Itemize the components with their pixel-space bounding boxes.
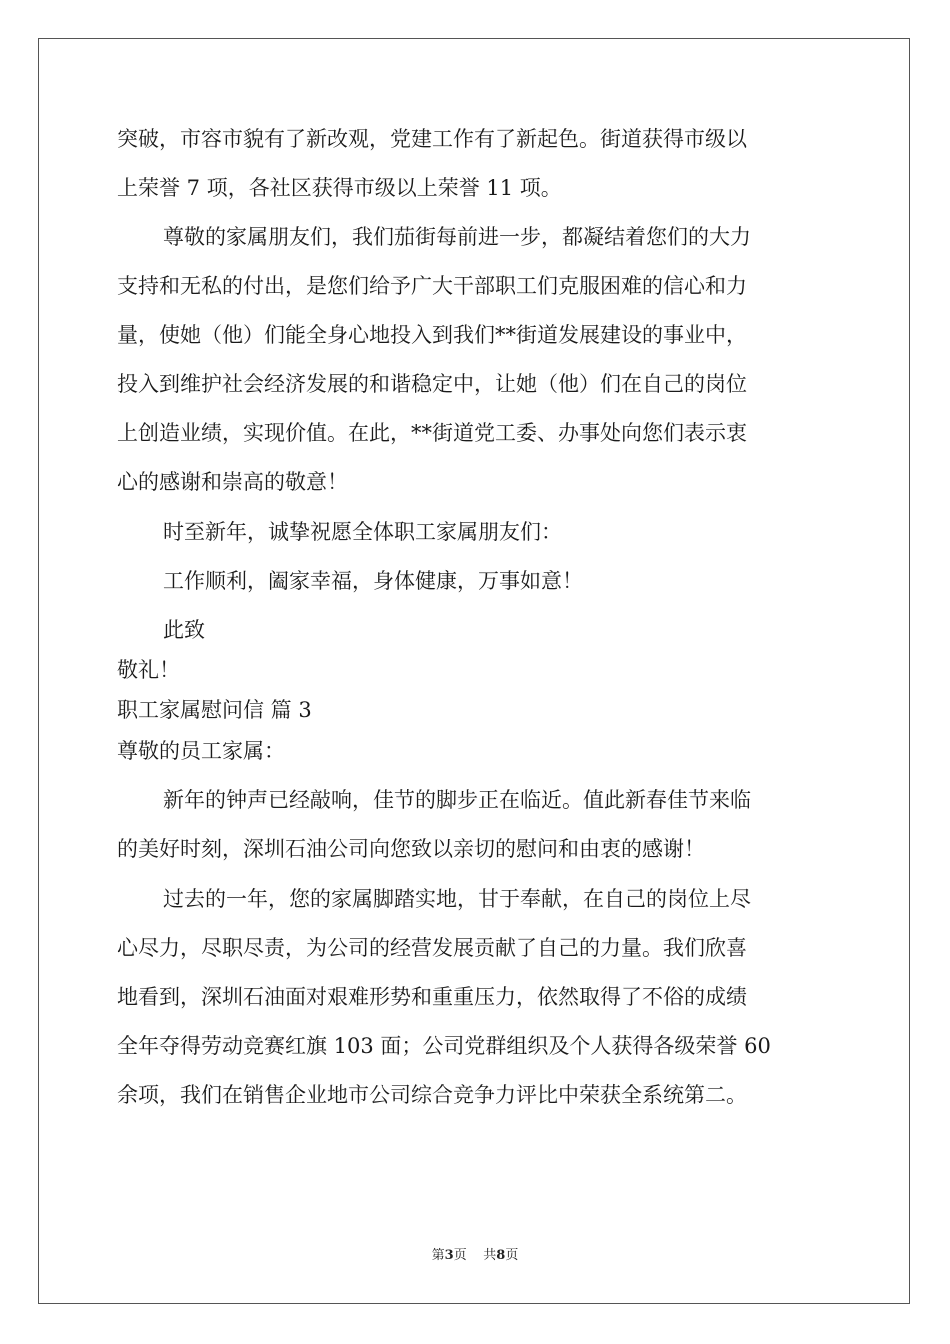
page-number: 3 <box>444 1248 454 1263</box>
body-line: 突破，市容市貌有了新改观，党建工作有了新起色。街道获得市级以 <box>117 127 747 151</box>
page-suffix: 页 <box>453 1248 467 1263</box>
paragraph-start-line: 过去的一年，您的家属脚踏实地，甘于奉献，在自己的岗位上尽 <box>163 887 751 911</box>
body-line: 支持和无私的付出，是您们给予广大干部职工们克服困难的信心和力 <box>117 274 747 298</box>
total-prefix: 共 <box>483 1248 497 1263</box>
document-body <box>117 127 837 1107</box>
body-line: 投入到维护社会经济发展的和谐稳定中，让她（他）们在自己的岗位 <box>117 372 747 396</box>
body-line: 量，使她（他）们能全身心地投入到我们**街道发展建设的事业中， <box>117 323 747 347</box>
wishes-line: 工作顺利，阖家幸福，身体健康，万事如意！ <box>163 569 583 593</box>
body-line: 的美好时刻，深圳石油公司向您致以亲切的慰问和由衷的感谢！ <box>117 837 705 861</box>
body-line: 上创造业绩，实现价值。在此，**街道党工委、办事处向您们表示衷 <box>117 421 747 445</box>
body-line: 上荣誉 7 项，各社区获得市级以上荣誉 11 项。 <box>117 176 562 200</box>
paragraph-start-line: 新年的钟声已经敲响，佳节的脚步正在临近。值此新春佳节来临 <box>163 788 751 812</box>
closing-regards: 敬礼！ <box>117 658 180 682</box>
body-line: 地看到，深圳石油面对艰难形势和重重压力，依然取得了不俗的成绩 <box>117 985 747 1009</box>
greeting-line: 时至新年，诚挚祝愿全体职工家属朋友们： <box>163 520 562 544</box>
letter-salutation: 尊敬的员工家属： <box>117 739 285 763</box>
section-heading: 职工家属慰问信 篇 3 <box>117 698 312 722</box>
paragraph-start-line: 尊敬的家属朋友们，我们茄街每前进一步，都凝结着您们的大力 <box>163 225 751 249</box>
total-pages: 8 <box>496 1248 506 1263</box>
page-footer <box>0 1248 950 1264</box>
body-line: 心的感谢和崇高的敬意！ <box>117 470 348 494</box>
page-prefix: 第 <box>431 1248 445 1263</box>
body-line: 全年夺得劳动竞赛红旗 103 面；公司党群组织及个人获得各级荣誉 60 <box>117 1034 771 1058</box>
total-suffix: 页 <box>505 1248 519 1263</box>
body-line: 心尽力，尽职尽责，为公司的经营发展贡献了自己的力量。我们欣喜 <box>117 936 747 960</box>
closing-salutation: 此致 <box>163 618 205 642</box>
body-line: 余项，我们在销售企业地市公司综合竞争力评比中荣获全系统第二。 <box>117 1083 747 1107</box>
